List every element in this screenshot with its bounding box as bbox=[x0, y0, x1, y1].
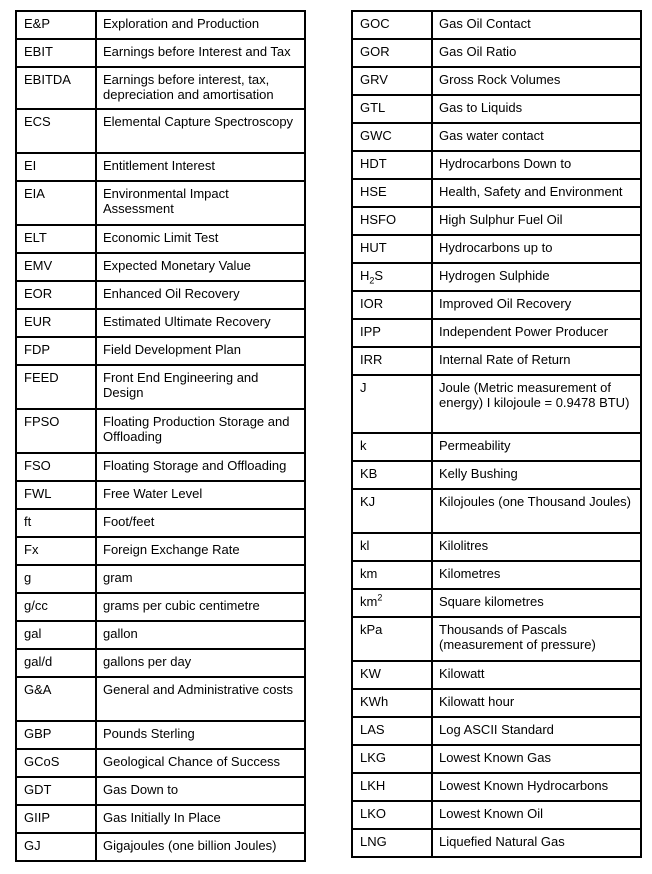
table-row bbox=[352, 717, 641, 745]
abbreviation-cell: GTL bbox=[352, 95, 432, 123]
table-row bbox=[16, 621, 305, 649]
definition-cell: Foreign Exchange Rate bbox=[96, 537, 305, 565]
definition-cell: Entitlement Interest bbox=[96, 153, 305, 181]
abbreviation-cell: gal/d bbox=[16, 649, 96, 677]
definition-cell: gallon bbox=[96, 621, 305, 649]
abbreviation-cell: KWh bbox=[352, 689, 432, 717]
definition-cell: Pounds Sterling bbox=[96, 721, 305, 749]
definition-cell: Economic Limit Test bbox=[96, 225, 305, 253]
abbreviation-cell: IOR bbox=[352, 291, 432, 319]
table-row bbox=[16, 537, 305, 565]
abbreviation-cell: ECS bbox=[16, 109, 96, 153]
table-row bbox=[16, 67, 305, 109]
definition-cell: Independent Power Producer bbox=[432, 319, 641, 347]
definition-cell: Lowest Known Hydrocarbons bbox=[432, 773, 641, 801]
table-row bbox=[352, 151, 641, 179]
definition-cell: Field Development Plan bbox=[96, 337, 305, 365]
table-row bbox=[352, 235, 641, 263]
table-row bbox=[16, 481, 305, 509]
definition-cell: Hydrocarbons up to bbox=[432, 235, 641, 263]
abbreviation-cell: g bbox=[16, 565, 96, 593]
definition-cell: Gas water contact bbox=[432, 123, 641, 151]
abbreviation-cell: KJ bbox=[352, 489, 432, 533]
definition-cell: Geological Chance of Success bbox=[96, 749, 305, 777]
abbreviation-cell: G&A bbox=[16, 677, 96, 721]
abbreviation-cell: ELT bbox=[16, 225, 96, 253]
table-row bbox=[352, 375, 641, 433]
definition-cell: General and Administrative costs bbox=[96, 677, 305, 721]
abbreviation-cell: KW bbox=[352, 661, 432, 689]
table-row bbox=[352, 745, 641, 773]
table-row bbox=[16, 365, 305, 409]
table-row bbox=[352, 461, 641, 489]
table-row bbox=[352, 347, 641, 375]
table-row bbox=[16, 409, 305, 453]
definition-cell: High Sulphur Fuel Oil bbox=[432, 207, 641, 235]
definition-cell: Lowest Known Gas bbox=[432, 745, 641, 773]
definition-cell: Kilometres bbox=[432, 561, 641, 589]
definition-cell: Gas Oil Ratio bbox=[432, 39, 641, 67]
definition-cell: gallons per day bbox=[96, 649, 305, 677]
definition-cell: Permeability bbox=[432, 433, 641, 461]
table-row bbox=[16, 253, 305, 281]
abbreviation-cell: FWL bbox=[16, 481, 96, 509]
table-row bbox=[16, 777, 305, 805]
definition-cell: Estimated Ultimate Recovery bbox=[96, 309, 305, 337]
table-row bbox=[352, 319, 641, 347]
table-row bbox=[352, 39, 641, 67]
definition-cell: Hydrocarbons Down to bbox=[432, 151, 641, 179]
abbreviation-cell: HSFO bbox=[352, 207, 432, 235]
abbreviation-cell: FSO bbox=[16, 453, 96, 481]
definition-cell: Floating Storage and Offloading bbox=[96, 453, 305, 481]
definition-cell: Internal Rate of Return bbox=[432, 347, 641, 375]
table-row bbox=[352, 829, 641, 857]
abbreviation-cell: EBIT bbox=[16, 39, 96, 67]
definition-cell: Liquefied Natural Gas bbox=[432, 829, 641, 857]
abbreviation-cell: gal bbox=[16, 621, 96, 649]
definition-cell: Gigajoules (one billion Joules) bbox=[96, 833, 305, 861]
abbreviation-cell: EUR bbox=[16, 309, 96, 337]
abbreviation-cell: k bbox=[352, 433, 432, 461]
table-row bbox=[16, 677, 305, 721]
abbreviation-cell: GCoS bbox=[16, 749, 96, 777]
definition-cell: Kilowatt bbox=[432, 661, 641, 689]
definition-cell: Lowest Known Oil bbox=[432, 801, 641, 829]
abbreviation-cell: FPSO bbox=[16, 409, 96, 453]
definition-cell: Gas Down to bbox=[96, 777, 305, 805]
definition-cell: gram bbox=[96, 565, 305, 593]
table-row bbox=[352, 589, 641, 617]
definition-cell: Improved Oil Recovery bbox=[432, 291, 641, 319]
table-row bbox=[16, 225, 305, 253]
table-row bbox=[352, 67, 641, 95]
definition-cell: Exploration and Production bbox=[96, 11, 305, 39]
definition-cell: Gas Oil Contact bbox=[432, 11, 641, 39]
table-row bbox=[16, 153, 305, 181]
table-row bbox=[16, 11, 305, 39]
abbreviation-cell: kl bbox=[352, 533, 432, 561]
definition-cell: Elemental Capture Spectroscopy bbox=[96, 109, 305, 153]
table-row bbox=[16, 721, 305, 749]
abbreviation-cell: kPa bbox=[352, 617, 432, 661]
abbreviation-cell: GOR bbox=[352, 39, 432, 67]
abbreviation-cell: LKO bbox=[352, 801, 432, 829]
abbr-subscript: 2 bbox=[369, 275, 375, 286]
abbreviation-cell: EOR bbox=[16, 281, 96, 309]
table-row bbox=[16, 833, 305, 861]
abbreviation-cell: GIIP bbox=[16, 805, 96, 833]
table-row bbox=[16, 453, 305, 481]
definition-cell: Earnings before interest, tax, depreciation and amortisation bbox=[96, 67, 305, 109]
left-table-body bbox=[16, 11, 305, 861]
definition-cell: Kilojoules (one Thousand Joules) bbox=[432, 489, 641, 533]
table-row bbox=[16, 281, 305, 309]
abbreviation-cell: J bbox=[352, 375, 432, 433]
abbreviation-cell: Fx bbox=[16, 537, 96, 565]
abbreviation-cell: HDT bbox=[352, 151, 432, 179]
definition-cell: Health, Safety and Environment bbox=[432, 179, 641, 207]
table-row bbox=[352, 489, 641, 533]
table-row bbox=[352, 433, 641, 461]
table-row bbox=[352, 179, 641, 207]
table-row bbox=[352, 661, 641, 689]
table-row bbox=[352, 561, 641, 589]
abbreviation-cell: IPP bbox=[352, 319, 432, 347]
table-row bbox=[16, 109, 305, 153]
abbreviation-cell: LKG bbox=[352, 745, 432, 773]
abbreviation-cell: GRV bbox=[352, 67, 432, 95]
table-row bbox=[16, 593, 305, 621]
definition-cell: Gross Rock Volumes bbox=[432, 67, 641, 95]
abbreviation-cell: GJ bbox=[16, 833, 96, 861]
table-row bbox=[16, 39, 305, 67]
abbreviation-cell: GWC bbox=[352, 123, 432, 151]
abbreviation-cell: LKH bbox=[352, 773, 432, 801]
table-row bbox=[352, 533, 641, 561]
table-row bbox=[16, 309, 305, 337]
abbr-text: km bbox=[360, 594, 378, 609]
definition-cell: Square kilometres bbox=[432, 589, 641, 617]
abbreviation-cell bbox=[352, 589, 432, 617]
table-row bbox=[352, 617, 641, 661]
abbr-text-tail: S bbox=[374, 268, 384, 283]
abbreviation-cell: LNG bbox=[352, 829, 432, 857]
table-row bbox=[352, 207, 641, 235]
definition-cell: Joule (Metric measurement of energy) I kilojoule = 0.9478 BTU) bbox=[432, 375, 641, 433]
abbreviation-cell: km bbox=[352, 561, 432, 589]
abbr-superscript: 2 bbox=[377, 592, 383, 603]
table-row bbox=[16, 337, 305, 365]
definition-cell: grams per cubic centimetre bbox=[96, 593, 305, 621]
abbreviation-cell: KB bbox=[352, 461, 432, 489]
table-row bbox=[16, 181, 305, 225]
right-table-body bbox=[352, 11, 641, 857]
definition-cell: Hydrogen Sulphide bbox=[432, 263, 641, 291]
abbreviation-cell: LAS bbox=[352, 717, 432, 745]
abbreviation-cell: HUT bbox=[352, 235, 432, 263]
abbreviation-cell: EBITDA bbox=[16, 67, 96, 109]
abbreviation-cell: FEED bbox=[16, 365, 96, 409]
table-row bbox=[16, 509, 305, 537]
abbreviation-cell: GBP bbox=[16, 721, 96, 749]
table-row bbox=[352, 11, 641, 39]
table-row bbox=[16, 749, 305, 777]
table-row bbox=[352, 689, 641, 717]
table-row bbox=[352, 773, 641, 801]
abbreviation-cell: g/cc bbox=[16, 593, 96, 621]
definition-cell: Gas to Liquids bbox=[432, 95, 641, 123]
definition-cell: Kilowatt hour bbox=[432, 689, 641, 717]
definition-cell: Log ASCII Standard bbox=[432, 717, 641, 745]
definition-cell: Enhanced Oil Recovery bbox=[96, 281, 305, 309]
table-row bbox=[352, 123, 641, 151]
abbreviation-cell: GDT bbox=[16, 777, 96, 805]
definition-cell: Environmental Impact Assessment bbox=[96, 181, 305, 225]
abbreviation-cell: EI bbox=[16, 153, 96, 181]
abbr-text: H bbox=[360, 268, 370, 283]
abbreviation-cell: IRR bbox=[352, 347, 432, 375]
table-row bbox=[16, 565, 305, 593]
abbreviation-cell: ft bbox=[16, 509, 96, 537]
table-row bbox=[352, 291, 641, 319]
abbreviation-cell: EIA bbox=[16, 181, 96, 225]
abbreviation-cell: HSE bbox=[352, 179, 432, 207]
abbreviation-cell: FDP bbox=[16, 337, 96, 365]
definition-cell: Front End Engineering and Design bbox=[96, 365, 305, 409]
definition-cell: Expected Monetary Value bbox=[96, 253, 305, 281]
table-row bbox=[352, 263, 641, 291]
definition-cell: Floating Production Storage and Offloading bbox=[96, 409, 305, 453]
definition-cell: Gas Initially In Place bbox=[96, 805, 305, 833]
definition-cell: Foot/feet bbox=[96, 509, 305, 537]
abbreviations-table-left bbox=[15, 10, 306, 862]
abbreviation-cell: EMV bbox=[16, 253, 96, 281]
table-row bbox=[16, 805, 305, 833]
table-row bbox=[16, 649, 305, 677]
abbreviations-table-right bbox=[351, 10, 642, 858]
definition-cell: Free Water Level bbox=[96, 481, 305, 509]
table-row bbox=[352, 95, 641, 123]
definition-cell: Kilolitres bbox=[432, 533, 641, 561]
definition-cell: Earnings before Interest and Tax bbox=[96, 39, 305, 67]
abbreviation-cell: E&P bbox=[16, 11, 96, 39]
abbreviation-cell bbox=[352, 263, 432, 291]
abbreviation-cell: GOC bbox=[352, 11, 432, 39]
table-row bbox=[352, 801, 641, 829]
definition-cell: Kelly Bushing bbox=[432, 461, 641, 489]
definition-cell: Thousands of Pascals (measurement of pressure) bbox=[432, 617, 641, 661]
